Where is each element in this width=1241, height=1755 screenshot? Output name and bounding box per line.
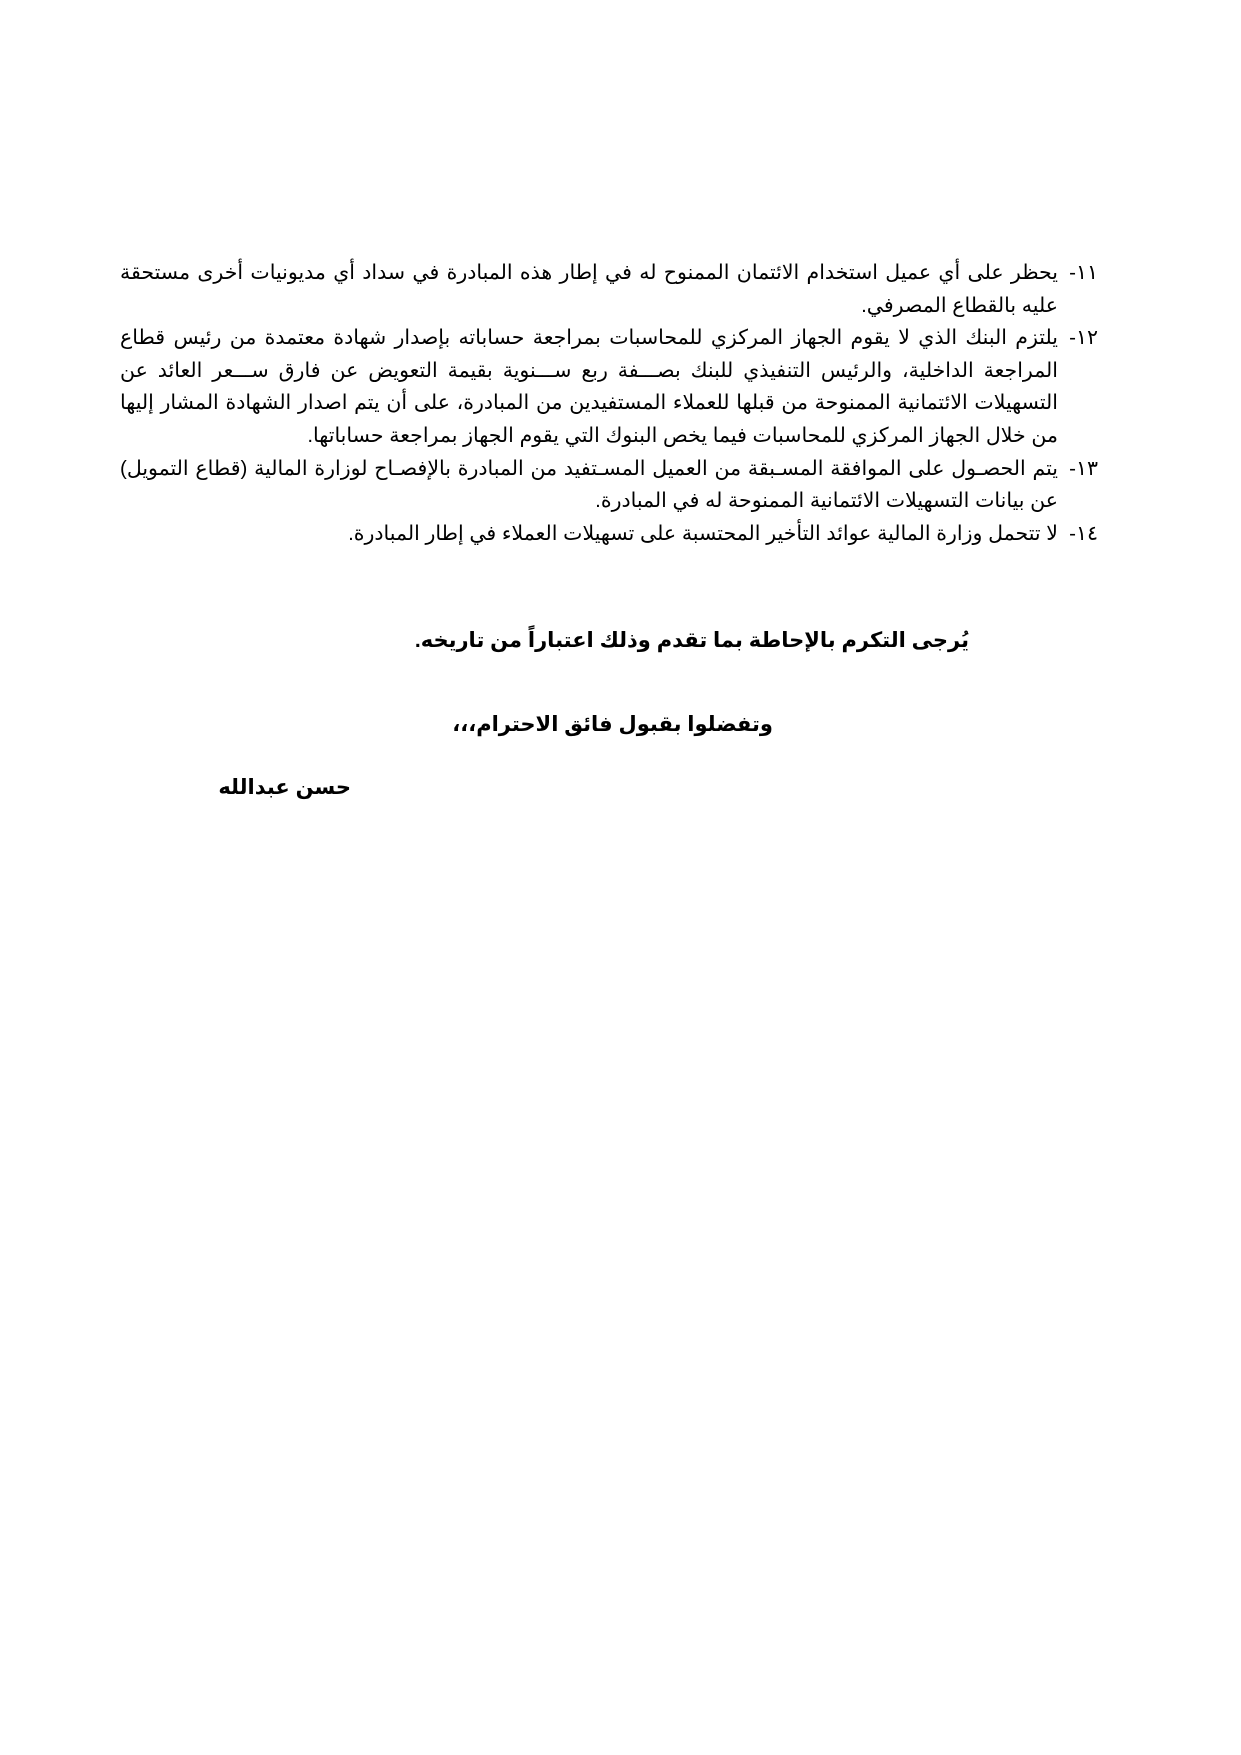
clause-text: يحظر على أي عميل استخدام الائتمان الممنوح له في إطار هذه المبادرة في سداد أي مديونيات أخرى مستحقة عليه بالقطاع المصرفي. xyxy=(120,261,1058,317)
clause-item-12 xyxy=(120,322,1098,452)
closing-request: يُرجى التكرم بالإحاطة بما تقدم وذلك اعتباراً من تاريخه. xyxy=(414,629,969,652)
clause-text: لا تتحمل وزارة المالية عوائد التأخير المحتسبة على تسهيلات العملاء في إطار المبادرة. xyxy=(348,521,1058,545)
signature-name: حسن عبدالله xyxy=(218,776,351,799)
clause-number: ١٣- xyxy=(1069,456,1098,480)
clause-number: ١١- xyxy=(1069,261,1098,284)
clause-item-14 xyxy=(120,518,1098,551)
clauses-list xyxy=(120,257,1098,550)
clause-text: يتم الحصـول على الموافقة المسـبقة من العميل المسـتفيد من المبادرة بالإفصـاح لوزارة المالية (قطاع التمويل) عن بيانات التسهيلات الائتمانية الممنوحة له في المبادرة. xyxy=(120,456,1058,513)
clause-number: ١٤- xyxy=(1069,521,1098,545)
clause-text: يلتزم البنك الذي لا يقوم الجهاز المركزي للمحاسبات بمراجعة حساباته بإصدار شهادة معتمدة من رئيس قطاع المراجعة الداخلية، والرئيس التنفيذي للبنك بصـــفة ربع ســـنوية بقيمة التعويض عن فارق ســـعر العائد عن التسهيلات الائتمانية الممنوحة من قبلها للعملاء المستفيدين من المبادرة، على أن يتم اصدار الشهادة المشار إليها من خلال الجهاز المركزي للمحاسبات فيما يخص البنوك التي يقوم الجهاز بمراجعة حساباتها. xyxy=(120,326,1058,447)
clause-item-11 xyxy=(120,257,1098,322)
clause-number: ١٢- xyxy=(1069,326,1098,350)
clause-item-13 xyxy=(120,453,1098,518)
closing-regards: وتفضلوا بقبول فائق الاحترام،،، xyxy=(452,713,773,736)
